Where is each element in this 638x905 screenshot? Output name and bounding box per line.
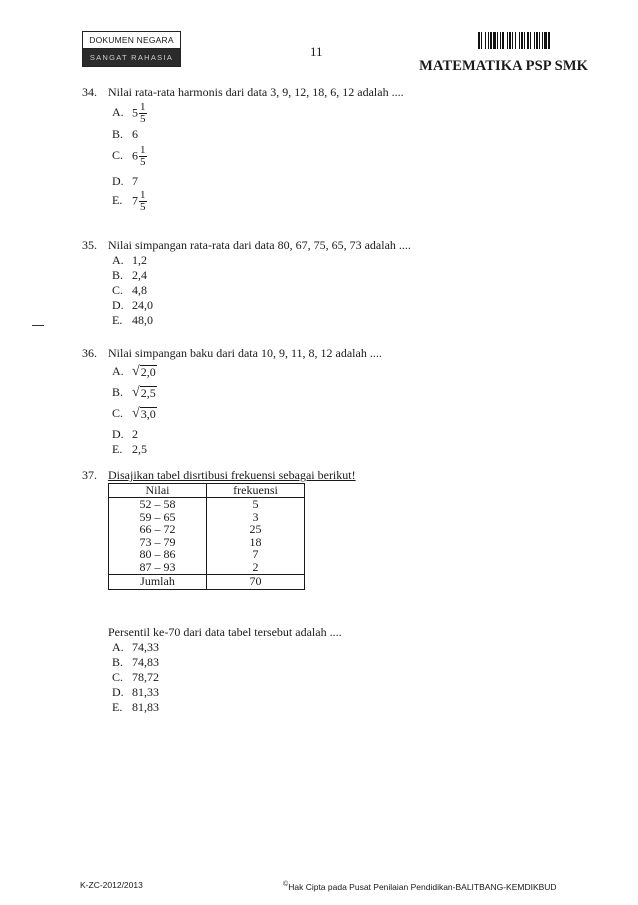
option-36-c: C. √ 3,0 [112, 406, 156, 421]
table-cell: 18 [207, 536, 305, 549]
table-row [109, 498, 305, 511]
barcode-icon [478, 32, 587, 49]
option-35-d: D. 24,0 [112, 298, 153, 312]
doc-label: DOKUMEN NEGARA [83, 32, 180, 49]
table-cell: Jumlah [109, 574, 207, 589]
footer-copyright [283, 880, 557, 892]
table-row [109, 561, 305, 574]
option-34-d: D. 7 [112, 174, 138, 188]
question-number: 35. [82, 238, 97, 252]
option-37-b: B. 74,83 [112, 655, 159, 669]
question-text: Nilai simpangan rata-rata dari data 80, 67, 75, 65, 73 adalah .... [108, 238, 411, 252]
option-37-c: C. 78,72 [112, 670, 159, 684]
table-row [109, 511, 305, 524]
question-37-prompt: Persentil ke-70 dari data tabel tersebut adalah .... [108, 625, 342, 639]
table-row [109, 548, 305, 561]
fraction: $\frac{1}{5}$ [140, 144, 146, 168]
table-cell: 2 [207, 561, 305, 574]
table-cell: 59 – 65 [109, 511, 207, 524]
copyright-text: Hak Cipta pada Pusat Penilaian Pendidikan-BALITBANG-KEMDIKBUD [288, 881, 557, 892]
square-root: √ 2,0 [132, 364, 156, 379]
table-total-row [109, 574, 305, 589]
option-37-a: A. 74,33 [112, 640, 159, 654]
table-cell: 87 – 93 [109, 561, 207, 574]
table-cell: 52 – 58 [109, 498, 207, 511]
option-37-e: E. 81,83 [112, 700, 159, 714]
fraction: $\frac{1}{5}$ [140, 189, 146, 213]
option-37-d: D. 81,33 [112, 685, 159, 699]
question-number: 34. [82, 85, 97, 99]
table-cell: 25 [207, 523, 305, 536]
table-cell: 80 – 86 [109, 548, 207, 561]
option-34-b: B. 6 [112, 127, 138, 141]
table-cell: 3 [207, 511, 305, 524]
option-36-e: E. 2,5 [112, 442, 147, 456]
copyright-symbol: © [283, 880, 289, 888]
option-35-c: C. 4,8 [112, 283, 147, 297]
table-cell: 7 [207, 548, 305, 561]
table-cell: 5 [207, 498, 305, 511]
table-cell: 70 [207, 574, 305, 589]
barcode-bar [550, 32, 551, 49]
subject-title: MATEMATIKA PSP SMK [419, 58, 588, 74]
option-34-a: A. 5 $\frac{1}{5}$ [112, 101, 146, 125]
margin-mark [32, 325, 44, 326]
table-row [109, 523, 305, 536]
option-35-e: E. 48,0 [112, 313, 153, 327]
page-number: 11 [310, 44, 323, 59]
secret-label: SANGAT RAHASIA [83, 49, 180, 66]
question-text: Nilai rata-rata harmonis dari data 3, 9, 12, 18, 6, 12 adalah .... [108, 85, 404, 99]
table-header-row [109, 484, 305, 498]
option-34-c: C. 6 $\frac{1}{5}$ [112, 144, 146, 168]
footer-code: K-ZC-2012/2013 [80, 880, 143, 890]
option-36-b: B. √ 2,5 [112, 385, 156, 400]
document-classification-box [82, 31, 181, 67]
column-header: frekuensi [207, 484, 305, 498]
table-row [109, 536, 305, 549]
fraction: $\frac{1}{5}$ [140, 101, 146, 125]
square-root: √ 2,5 [132, 385, 156, 400]
option-35-b: B. 2,4 [112, 268, 147, 282]
option-35-a: A. 1,2 [112, 253, 147, 267]
square-root: √ 3,0 [132, 406, 156, 421]
question-text: Nilai simpangan baku dari data 10, 9, 11, 8, 12 adalah .... [108, 346, 382, 360]
table-cell: 73 – 79 [109, 536, 207, 549]
frequency-table [108, 483, 305, 590]
column-header: Nilai [109, 484, 207, 498]
option-34-e: E. 7 $\frac{1}{5}$ [112, 189, 146, 213]
option-36-d: D. 2 [112, 427, 138, 441]
table-cell: 66 – 72 [109, 523, 207, 536]
question-number: 37. [82, 468, 97, 482]
option-36-a: A. √ 2,0 [112, 364, 156, 379]
question-text: Disajikan tabel disrtibusi frekuensi sebagai berikut! [108, 468, 356, 482]
question-number: 36. [82, 346, 97, 360]
